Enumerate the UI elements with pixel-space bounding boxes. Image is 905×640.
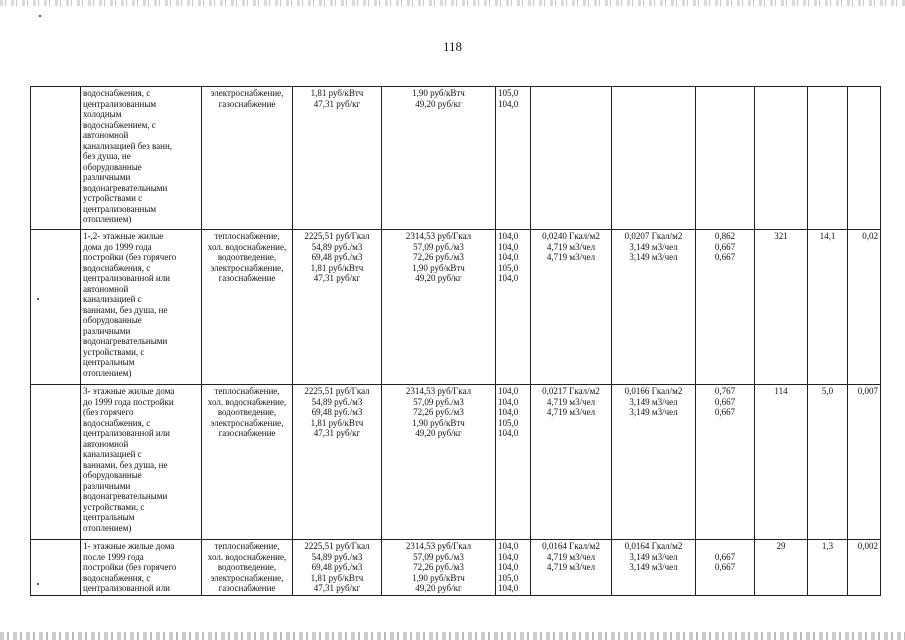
tariff-base-cell: 1,81 руб/кВтч 47,31 руб/кг [293, 87, 382, 230]
housing-description-cell: 1- этажные жилые дома после 1999 года постройки (без горячего водоснабжения, с централизованной или [81, 540, 202, 596]
housing-description-cell: 1-,2- этажные жилые дома до 1999 года постройки (без горячего водоснабжения, с централизованной или автономной канализацией с ваннами, без душа, не оборудованные различными водонагревательными устройствами, с центральным отоплением) [81, 230, 202, 385]
tariff-new-cell: 1,90 руб/кВтч 49,20 руб/кг [382, 87, 496, 230]
count-cell: 114 [755, 385, 808, 540]
row-number-cell [31, 540, 81, 596]
table-row [31, 540, 881, 596]
scan-edge-top [0, 0, 905, 6]
page-number: 118 [442, 39, 463, 54]
value-cell: 5,0 [808, 385, 848, 540]
tariff-table [30, 86, 881, 596]
tariff-new-cell: 2314,53 руб/Гкал 57,09 руб./м3 72,26 руб./м3 1,90 руб/кВтч 49,20 руб/кг [382, 540, 496, 596]
services-cell: электроснабжение, газоснабжение [202, 87, 293, 230]
norm-hot-cell [612, 87, 696, 230]
norm-hot-cell: 0,0166 Гкал/м2 3,149 м3/чел 3,149 м3/чел [612, 385, 696, 540]
index-cell: 105,0 104,0 [496, 87, 531, 230]
index-cell: 104,0 104,0 104,0 105,0 104,0 [496, 230, 531, 385]
services-cell: теплоснабжение, хол. водоснабжение, водоотведение, электроснабжение, газоснабжение [202, 230, 293, 385]
coefficient-cell: 0,667 0,667 [696, 540, 755, 596]
services-cell: теплоснабжение, хол. водоснабжение, водоотведение, электроснабжение, газоснабжение [202, 385, 293, 540]
share-cell: 0,002 [848, 540, 881, 596]
row-number-cell [31, 230, 81, 385]
scan-speck [39, 15, 41, 17]
row-number-cell [31, 385, 81, 540]
table-row [31, 230, 881, 385]
index-cell: 104,0 104,0 104,0 105,0 104,0 [496, 540, 531, 596]
norm-heat-cell: 0,0164 Гкал/м2 4,719 м3/чел 4,719 м3/чел [531, 540, 612, 596]
tariff-base-cell: 2225,51 руб/Гкал 54,89 руб./м3 69,48 руб./м3 1,81 руб/кВтч 47,31 руб/кг [293, 230, 382, 385]
norm-heat-cell [531, 87, 612, 230]
count-cell: 29 [755, 540, 808, 596]
value-cell: 14,1 [808, 230, 848, 385]
coefficient-cell [696, 87, 755, 230]
tariff-base-cell: 2225,51 руб/Гкал 54,89 руб./м3 69,48 руб./м3 1,81 руб/кВтч 47,31 руб/кг [293, 540, 382, 596]
norm-heat-cell: 0,0217 Гкал/м2 4,719 м3/чел 4,719 м3/чел [531, 385, 612, 540]
row-number-cell [31, 87, 81, 230]
count-cell [755, 87, 808, 230]
index-cell: 104,0 104,0 104,0 105,0 104,0 [496, 385, 531, 540]
tariff-base-cell: 2225,51 руб/Гкал 54,89 руб./м3 69,48 руб./м3 1,81 руб/кВтч 47,31 руб/кг [293, 385, 382, 540]
share-cell [848, 87, 881, 230]
coefficient-cell: 0,767 0,667 0,667 [696, 385, 755, 540]
norm-heat-cell: 0,0240 Гкал/м2 4,719 м3/чел 4,719 м3/чел [531, 230, 612, 385]
norm-hot-cell: 0,0164 Гкал/м2 3,149 м3/чел 3,149 м3/чел [612, 540, 696, 596]
share-cell: 0,02 [848, 230, 881, 385]
count-cell: 321 [755, 230, 808, 385]
housing-description-cell: водоснабжения, с централизованным холодным водоснабжением, с автономной канализацией без ванн, без душа, не оборудованные различными водонагревательными устройствами с централизованным отоплением) [81, 87, 202, 230]
scan-edge-bottom [0, 632, 905, 640]
coefficient-cell: 0,862 0,667 0,667 [696, 230, 755, 385]
table-row [31, 385, 881, 540]
services-cell: теплоснабжение, хол. водоснабжение, водоотведение, электроснабжение, газоснабжение [202, 540, 293, 596]
value-cell [808, 87, 848, 230]
table-row [31, 87, 881, 230]
tariff-new-cell: 2314,53 руб/Гкал 57,09 руб./м3 72,26 руб./м3 1,90 руб/кВтч 49,20 руб/кг [382, 385, 496, 540]
tariff-new-cell: 2314,53 руб/Гкал 57,09 руб./м3 72,26 руб./м3 1,90 руб/кВтч 49,20 руб/кг [382, 230, 496, 385]
norm-hot-cell: 0,0207 Гкал/м2 3,149 м3/чел 3,149 м3/чел [612, 230, 696, 385]
value-cell: 1,3 [808, 540, 848, 596]
housing-description-cell: 3- этажные жилые дома до 1999 года постройки (без горячего водоснабжения, с централизованной или автономной канализацией с ваннами, без душа, не оборудованные различными водонагревательными устройствами, с центральным отоплением) [81, 385, 202, 540]
share-cell: 0,007 [848, 385, 881, 540]
